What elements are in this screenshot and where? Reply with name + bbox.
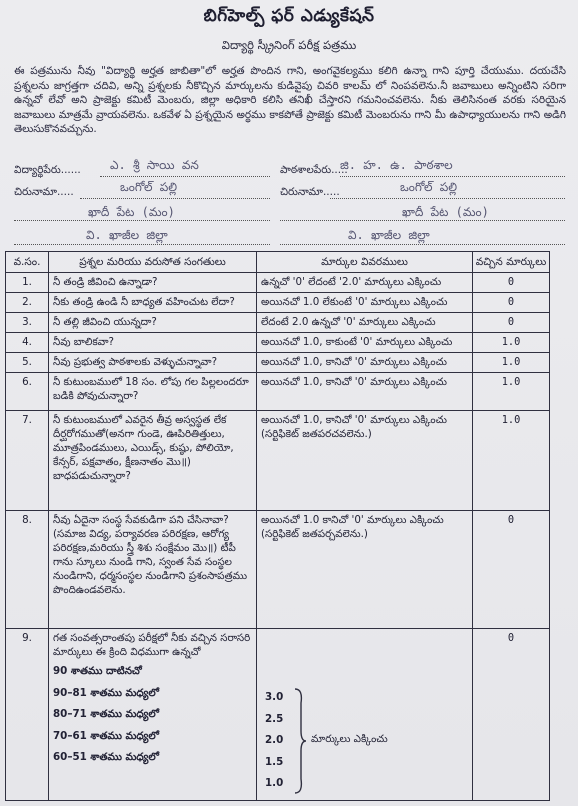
table-row bbox=[6, 273, 550, 293]
instructions-paragraph: ఈ పత్రమును నీవు "విద్యార్థి అర్హత జాబితా"లో అర్హత పొందిన గాని, అంగవైకల్యము కలిగి ఉన్నా గాని పూర్తి చేయుము. దయచేసి ప్రశ్నలను జాగ్రత్తగా చదివి, అన్ని ప్రశ్నలకు నీకొచ్చిన మార్కులను కుడివైపు చివరి కాలమ్ లో నింపవలెను.నీ జవాబులు అన్నింటిని సరిగా ఉన్నవో లేవో అని ప్రాజెక్టు కమిటీ మెంబరు, జిల్లా అధికారి కలిసి తనిఖీ చేస్తారని గమనించవలెను. నీకు తెలిసినంత వరకు సరియైన జవాబులు మాత్రమే వ్రాయవలెను. ఒకవేళ ఏ ప్రశ్నయైన అర్థము కాకపోతే ప్రాజెక్టు కమిటీ మెంబరును గాని మీ ఉపాధ్యాయులను గాని అడిగి తెలుసుకొనవచ్చును. bbox=[14, 65, 566, 136]
row-number: 3. bbox=[6, 313, 49, 333]
row-question: నీ తల్లి జీవించి యున్నదా? bbox=[49, 313, 257, 333]
grade-range: 90 శాతము దాటినచో bbox=[53, 665, 142, 677]
row-mark[interactable]: 1.0 bbox=[473, 373, 550, 411]
grade-range: 70–61 శాతము మధ్యలో bbox=[53, 729, 159, 742]
row-number: 7. bbox=[6, 411, 49, 511]
row-mark[interactable]: 0 bbox=[473, 511, 550, 629]
row-condition: ఉన్నచో '0' లేదంటే '2.0' మార్కులు ఎక్కించు bbox=[257, 273, 473, 293]
header-marks-obtained: వచ్చిన మార్కులు bbox=[473, 252, 550, 273]
table-row bbox=[6, 373, 550, 411]
row-condition: అయినచో 1.0, కానిచో '0' మార్కులు ఎక్కించు bbox=[257, 373, 473, 411]
grade-list bbox=[53, 661, 252, 769]
address-value-3: వి. ఖాజీల జిల్లా bbox=[86, 228, 168, 242]
student-name-line bbox=[100, 176, 270, 177]
row-mark[interactable]: 0 bbox=[473, 629, 550, 801]
row-number: 5. bbox=[6, 353, 49, 373]
row-question: నీ తండ్రి జీవించి ఉన్నాడా? bbox=[49, 273, 257, 293]
row-mark[interactable]: 1.0 bbox=[473, 411, 550, 511]
student-name-label: విద్యార్థిపేరు...... bbox=[14, 164, 81, 176]
school-name-value: జి. హ. ఉ. పాఠశాల bbox=[340, 158, 453, 172]
row-number: 8. bbox=[6, 511, 49, 629]
row-question: నీవు బాలికవా? bbox=[49, 333, 257, 353]
school-address-value-2: ఖాదీ పేట (మం) bbox=[402, 205, 489, 219]
row-question: గత సంవత్సరాంతపు పరీక్షలో నీకు వచ్చిన సరాసరి మార్కులు ఈ క్రింది విధముగా ఉన్నచో bbox=[53, 632, 251, 658]
row-question: నీకు తండ్రి ఉండి నీ బాధ్యత వహించుట లేదా? bbox=[49, 293, 257, 313]
row-number: 2. bbox=[6, 293, 49, 313]
row-condition-grades bbox=[257, 629, 473, 801]
student-name-value: ఎ. శ్రీ సాయి వన bbox=[110, 158, 199, 172]
row-condition: అయినచో 1.0, కానిచో '0' మార్కులు ఎక్కించు (సర్టిఫికెట్ జతపరచవలెను.) bbox=[257, 411, 473, 511]
row-condition: లేదంటే 2.0 ఉన్నచో '0' మార్కులు ఎక్కించు bbox=[257, 313, 473, 333]
grade-range: 90–81 శాతము మధ్యలో bbox=[53, 686, 159, 699]
form-title: బిగ్‌హెల్ప్ ఫర్ ఎడ్యుకేషన్ bbox=[203, 6, 375, 26]
row-condition: అయినచో 1.0, కాకుంటే '0' మార్కులు ఎక్కించు bbox=[257, 333, 473, 353]
table-row bbox=[6, 629, 550, 801]
form-subtitle: విద్యార్థి స్క్రీనింగ్ పరీక్ష పత్రము bbox=[221, 38, 357, 52]
grade-value: 2.5 bbox=[265, 712, 284, 725]
school-address-value-1: ఒంగోల్ పల్లి bbox=[400, 180, 458, 194]
address-line-1 bbox=[80, 198, 270, 199]
school-name-line bbox=[340, 176, 565, 177]
row-condition: అయినచో 1.0 కానిచో '0' మార్కులు ఎక్కించు (సర్టిఫికెట్ జతపర్చవలెను.) bbox=[257, 511, 473, 629]
row-question-grades bbox=[49, 629, 257, 801]
school-address-label: చిరునామా..... bbox=[280, 186, 340, 198]
table-header-row bbox=[6, 252, 550, 273]
table-row bbox=[6, 313, 550, 333]
row-mark[interactable]: 1.0 bbox=[473, 353, 550, 373]
address-value-1: ఒంగోల్ పల్లి bbox=[120, 180, 178, 194]
row-number: 4. bbox=[6, 333, 49, 353]
row-question: నీ కుటుంబములో 18 సం. లోపు గల పిల్లలందరూ బడికి పోవుచున్నారా? bbox=[49, 373, 257, 411]
address-value-2: ఖాదీ పేట (మం) bbox=[88, 205, 175, 219]
row-condition: మార్కులు ఎక్కించు bbox=[311, 733, 388, 745]
grade-range: 60–51 శాతము మధ్యలో bbox=[53, 751, 159, 763]
row-question: నీ కుటుంబములో ఎవరైన తీవ్ర అస్వస్థత లేక దీర్ఘరోగముతో(అనగా గుండె, ఊపిరితిత్తులు, మూత్రపిండములు, ఎయిడ్స్, కుష్ఠు, పోలియో, కేన్సర్, పక్షవాతం, క్షీణనాతం మొ॥) బాధపడుచున్నారా? bbox=[49, 411, 257, 511]
row-mark[interactable]: 0 bbox=[473, 293, 550, 313]
address-label: చిరునామా..... bbox=[14, 186, 74, 198]
table-row bbox=[6, 511, 550, 629]
row-question: నీవు ఏదైనా సంస్థ సేవకుడిగా పని చేసినావా? (సమాజ విద్య, పర్యావరణ పరిరక్షణ, ఆరోగ్య పరిరక్షణ,మరియు స్త్రీ శిశు సంక్షేమం మొ॥) టీపీ గాను స్కూలు నుండి గాని, స్వంత సేవ సంస్థల నుండిగాని, ధర్మసంస్థల నుండిగాని ప్రశంసాపత్రము పొందిఉండవలెను. bbox=[49, 511, 257, 629]
header-serial: వ.సం. bbox=[6, 252, 49, 273]
grade-values bbox=[265, 687, 283, 795]
table-row bbox=[6, 333, 550, 353]
table-row bbox=[6, 411, 550, 511]
row-number: 6. bbox=[6, 373, 49, 411]
row-condition: అయినచో 1.0 లేకుంటే '0' మార్కులు ఎక్కించు bbox=[257, 293, 473, 313]
row-number: 1. bbox=[6, 273, 49, 293]
grade-range: 80–71 శాతము మధ్యలో bbox=[53, 708, 159, 720]
school-name-label: పాఠశాలపేరు..... bbox=[280, 164, 348, 176]
grade-value: 1.0 bbox=[265, 777, 284, 789]
grade-value: 1.5 bbox=[265, 755, 284, 768]
school-address-value-3: వి. ఖాజీల జిల్లా bbox=[348, 228, 430, 242]
row-mark[interactable]: 0 bbox=[473, 273, 550, 293]
header-marks-details: మార్కుల వివరములు bbox=[257, 252, 473, 273]
grade-value: 2.0 bbox=[265, 734, 284, 746]
table-row bbox=[6, 353, 550, 373]
header-question: ప్రశ్నల మరియు వరుసోత సంగతులు bbox=[49, 252, 257, 273]
row-condition: అయినచో 1.0, కానిచో '0' మార్కులు ఎక్కించు bbox=[257, 353, 473, 373]
screening-table bbox=[5, 251, 550, 801]
school-address-line-1 bbox=[330, 198, 565, 199]
row-mark[interactable]: 1.0 bbox=[473, 333, 550, 353]
row-question: నీవు ప్రభుత్వ పాఠశాలకు వెళ్ళుచున్నావా? bbox=[49, 353, 257, 373]
curly-brace-icon bbox=[293, 687, 307, 795]
grade-value: 3.0 bbox=[265, 691, 284, 703]
row-number: 9. bbox=[6, 629, 49, 801]
table-row bbox=[6, 293, 550, 313]
row-mark[interactable]: 0 bbox=[473, 313, 550, 333]
